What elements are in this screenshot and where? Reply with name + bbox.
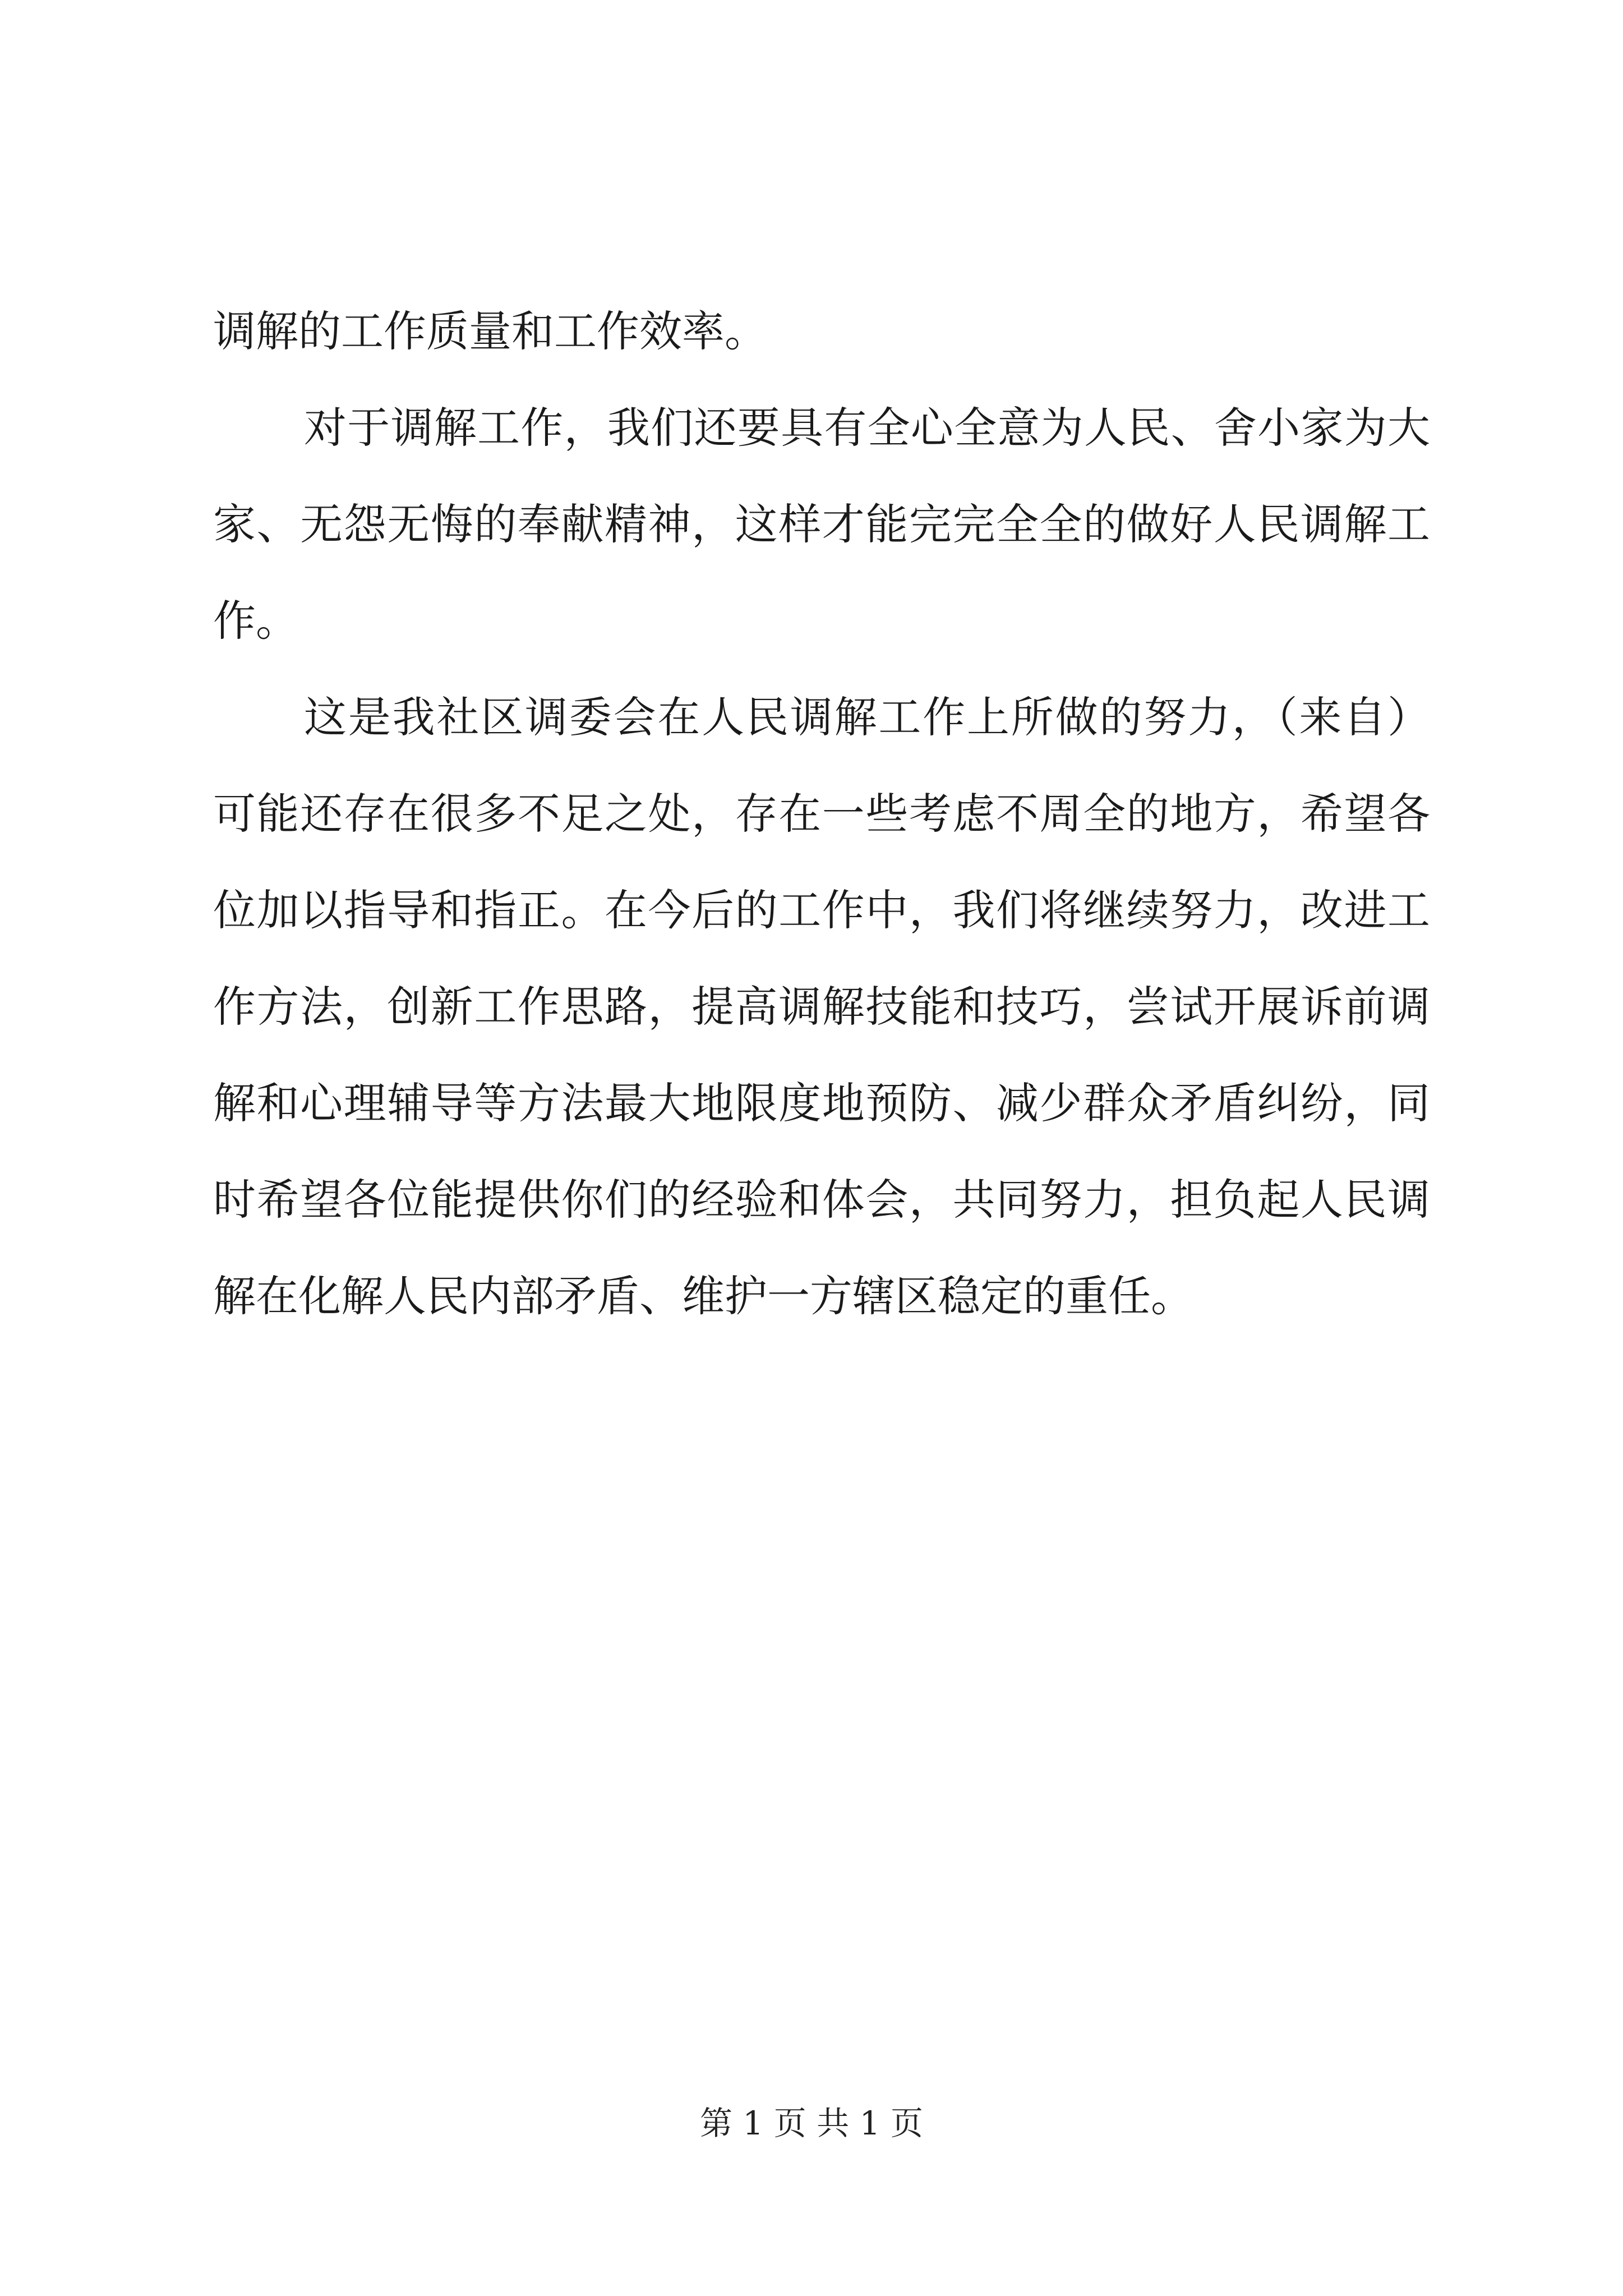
text-line: 对于调解工作，我们还要具有全心全意为人民、舍小家为大	[304, 403, 1430, 453]
paragraph-dedication	[213, 380, 1430, 669]
text-line: 解在化解人民内部矛盾、维护一方辖区稳定的重任。	[213, 1271, 1193, 1321]
paragraph-conclusion	[213, 669, 1430, 1345]
page-footer: 第 1 页 共 1 页	[700, 2104, 923, 2142]
document-body	[213, 283, 1430, 1345]
text-line: 时希望各位能提供你们的经验和体会，共同努力，担负起人民调	[213, 1175, 1430, 1225]
text-line: 解和心理辅导等方法最大地限度地预防、减少群众矛盾纠纷，同	[213, 1078, 1430, 1128]
text-line: 作。	[213, 596, 298, 646]
text-line: 这是我社区调委会在人民调解工作上所做的努力，（来自）	[304, 692, 1430, 742]
text-line: 作方法，创新工作思路，提高调解技能和技巧，尝试开展诉前调	[213, 982, 1430, 1032]
text-line: 位加以指导和指正。在今后的工作中，我们将继续努力，改进工	[213, 885, 1430, 935]
text-line: 调解的工作质量和工作效率。	[213, 306, 767, 356]
text-line: 可能还存在很多不足之处，存在一些考虑不周全的地方，希望各	[213, 789, 1430, 839]
paragraph-continuation	[213, 283, 1430, 380]
text-line: 家、无怨无悔的奉献精神，这样才能完完全全的做好人民调解工	[213, 499, 1430, 549]
